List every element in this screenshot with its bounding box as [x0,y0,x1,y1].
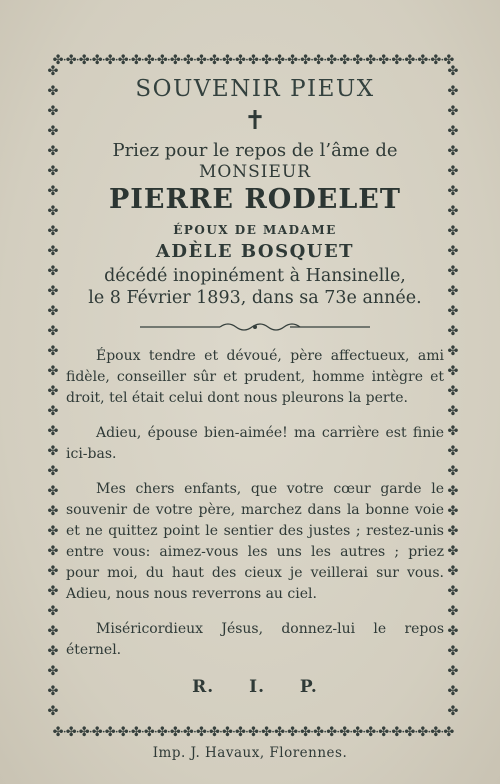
fleuron-border-bottom-icon: ✤·✤·✤·✤·✤·✤·✤·✤·✤·✤·✤·✤·✤·✤·✤·✤·✤·✤·✤·✤·✤·✤·✤·✤·✤·✤·✤·✤·✤·✤·✤ [52,726,454,740]
spouse-label: ÉPOUX DE MADAME [173,223,337,237]
card-content [66,72,444,697]
fleuron-border-top-icon: ✤·✤·✤·✤·✤·✤·✤·✤·✤·✤·✤·✤·✤·✤·✤·✤·✤·✤·✤·✤·✤·✤·✤·✤·✤·✤·✤·✤·✤·✤·✤ [52,54,454,68]
spouse-name: ADÈLE BOSQUET [155,241,355,262]
rip-text: R. I. P. [192,677,318,697]
ornamental-divider-icon [140,320,370,334]
cross-icon: ✝ [244,106,266,136]
children-paragraph: Mes chers enfants, que votre cœur garde le souvenir de votre père, marchez dans la bonne voie et ne quittez point le sentier des justes ; restez-unis entre vous: aimez-vous les uns les autres ; priez pour moi, du haut des cieux je veillerai sur vous. Adieu, nous nous reverrons au ciel. [66,481,444,602]
deceased-name: PIERRE RODELET [109,184,401,215]
prayer-paragraph: Miséricordieux Jésus, donnez-lui le repos éternel. [66,621,444,658]
prayer-line: Priez pour le repos de l’âme de [112,140,398,161]
monsieur-label: MONSIEUR [198,162,312,182]
epitaph-paragraph: Époux tendre et dévoué, père affectueux, ami fidèle, conseiller sûr et prudent, homme intègre et droit, tel était celui dont nous pleurons la perte. [66,348,444,406]
printer-imprint: Imp. J. Havaux, Florennes. [152,745,348,761]
fleuron-border-left-icon: ✤✤✤✤✤✤✤✤✤✤✤✤✤✤✤✤✤✤✤✤✤✤✤✤✤✤✤✤✤✤✤✤✤ [47,64,59,719]
card-title: SOUVENIR PIEUX [135,76,375,102]
farewell-paragraph: Adieu, épouse bien-aimée! ma carrière est finie ici-bas. [66,425,444,462]
fleuron-border-right-icon: ✤✤✤✤✤✤✤✤✤✤✤✤✤✤✤✤✤✤✤✤✤✤✤✤✤✤✤✤✤✤✤✤✤ [447,64,459,719]
death-place-line: décédé inopinément à Hansinelle, [104,266,406,286]
death-date-line: le 8 Février 1893, dans sa 73e année. [88,288,422,308]
